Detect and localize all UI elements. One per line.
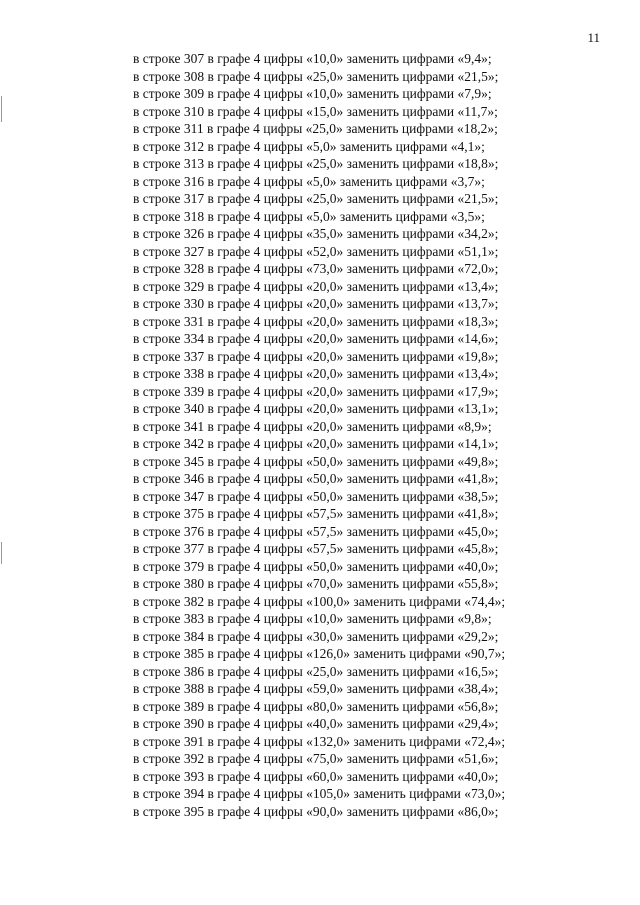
amendment-line: в строке 309 в графе 4 цифры «10,0» заменить цифрами «7,9»; <box>133 86 492 101</box>
amendment-line: в строке 341 в графе 4 цифры «20,0» заменить цифрами «8,9»; <box>133 418 492 434</box>
amendment-line: в строке 328 в графе 4 цифры «73,0» заменить цифрами «72,0»; <box>133 261 499 276</box>
amendment-list <box>133 50 505 820</box>
amendment-line: в строке 310 в графе 4 цифры «15,0» заменить цифрами «11,7»; <box>133 103 498 119</box>
amendment-line: в строке 307 в графе 4 цифры «10,0» заменить цифрами «9,4»; <box>133 51 492 66</box>
page-number: 11 <box>587 30 600 45</box>
amendment-line: в строке 347 в графе 4 цифры «50,0» заменить цифрами «38,5»; <box>133 488 499 504</box>
amendment-line: в строке 391 в графе 4 цифры «132,0» заменить цифрами «72,4»; <box>133 733 506 749</box>
amendment-line: в строке 337 в графе 4 цифры «20,0» заменить цифрами «19,8»; <box>133 348 499 364</box>
amendment-line: в строке 388 в графе 4 цифры «59,0» заменить цифрами «38,4»; <box>133 681 499 696</box>
amendment-line: в строке 394 в графе 4 цифры «105,0» заменить цифрами «73,0»; <box>133 786 506 801</box>
amendment-line: в строке 331 в графе 4 цифры «20,0» заменить цифрами «18,3»; <box>133 313 499 329</box>
amendment-line: в строке 334 в графе 4 цифры «20,0» заменить цифрами «14,6»; <box>133 331 499 346</box>
amendment-line: в строке 339 в графе 4 цифры «20,0» заменить цифрами «17,9»; <box>133 383 499 399</box>
amendment-line: в строке 317 в графе 4 цифры «25,0» заменить цифрами «21,5»; <box>133 191 499 206</box>
amendment-line: в строке 329 в графе 4 цифры «20,0» заменить цифрами «13,4»; <box>133 278 499 294</box>
amendment-line: в строке 338 в графе 4 цифры «20,0» заменить цифрами «13,4»; <box>133 366 499 381</box>
amendment-line: в строке 311 в графе 4 цифры «25,0» заменить цифрами «18,2»; <box>133 121 498 136</box>
amendment-line: в строке 395 в графе 4 цифры «90,0» заменить цифрами «86,0»; <box>133 803 499 819</box>
amendment-line: в строке 326 в графе 4 цифры «35,0» заменить цифрами «34,2»; <box>133 226 499 241</box>
amendment-line: в строке 308 в графе 4 цифры «25,0» заменить цифрами «21,5»; <box>133 68 499 84</box>
amendment-line: в строке 379 в графе 4 цифры «50,0» заменить цифрами «40,0»; <box>133 558 499 574</box>
amendment-line: в строке 318 в графе 4 цифры «5,0» заменить цифрами «3,5»; <box>133 208 485 224</box>
amendment-line: в строке 377 в графе 4 цифры «57,5» заменить цифрами «45,8»; <box>133 541 499 556</box>
amendment-line: в строке 393 в графе 4 цифры «60,0» заменить цифрами «40,0»; <box>133 768 499 784</box>
amendment-line: в строке 389 в графе 4 цифры «80,0» заменить цифрами «56,8»; <box>133 698 499 714</box>
amendment-line: в строке 382 в графе 4 цифры «100,0» заменить цифрами «74,4»; <box>133 593 506 609</box>
amendment-line: в строке 385 в графе 4 цифры «126,0» заменить цифрами «90,7»; <box>133 646 506 661</box>
scan-edge-mark-bottom <box>1 542 2 564</box>
amendment-line: в строке 346 в графе 4 цифры «50,0» заменить цифрами «41,8»; <box>133 471 499 486</box>
amendment-line: в строке 384 в графе 4 цифры «30,0» заменить цифрами «29,2»; <box>133 628 499 644</box>
amendment-line: в строке 376 в графе 4 цифры «57,5» заменить цифрами «45,0»; <box>133 523 499 539</box>
amendment-line: в строке 340 в графе 4 цифры «20,0» заменить цифрами «13,1»; <box>133 401 499 416</box>
amendment-line: в строке 392 в графе 4 цифры «75,0» заменить цифрами «51,6»; <box>133 751 499 766</box>
amendment-line: в строке 390 в графе 4 цифры «40,0» заменить цифрами «29,4»; <box>133 716 499 731</box>
amendment-line: в строке 330 в графе 4 цифры «20,0» заменить цифрами «13,7»; <box>133 296 499 311</box>
scan-edge-mark-top <box>1 96 2 122</box>
amendment-line: в строке 386 в графе 4 цифры «25,0» заменить цифрами «16,5»; <box>133 663 499 679</box>
amendment-line: в строке 316 в графе 4 цифры «5,0» заменить цифрами «3,7»; <box>133 173 485 189</box>
amendment-line: в строке 375 в графе 4 цифры «57,5» заменить цифрами «41,8»; <box>133 506 499 521</box>
amendment-line: в строке 312 в графе 4 цифры «5,0» заменить цифрами «4,1»; <box>133 138 485 154</box>
amendment-line: в строке 313 в графе 4 цифры «25,0» заменить цифрами «18,8»; <box>133 156 499 171</box>
amendment-line: в строке 383 в графе 4 цифры «10,0» заменить цифрами «9,8»; <box>133 611 492 626</box>
amendment-line: в строке 327 в графе 4 цифры «52,0» заменить цифрами «51,1»; <box>133 243 499 259</box>
amendment-line: в строке 345 в графе 4 цифры «50,0» заменить цифрами «49,8»; <box>133 453 499 469</box>
amendment-line: в строке 380 в графе 4 цифры «70,0» заменить цифрами «55,8»; <box>133 576 499 591</box>
amendment-line: в строке 342 в графе 4 цифры «20,0» заменить цифрами «14,1»; <box>133 436 499 451</box>
